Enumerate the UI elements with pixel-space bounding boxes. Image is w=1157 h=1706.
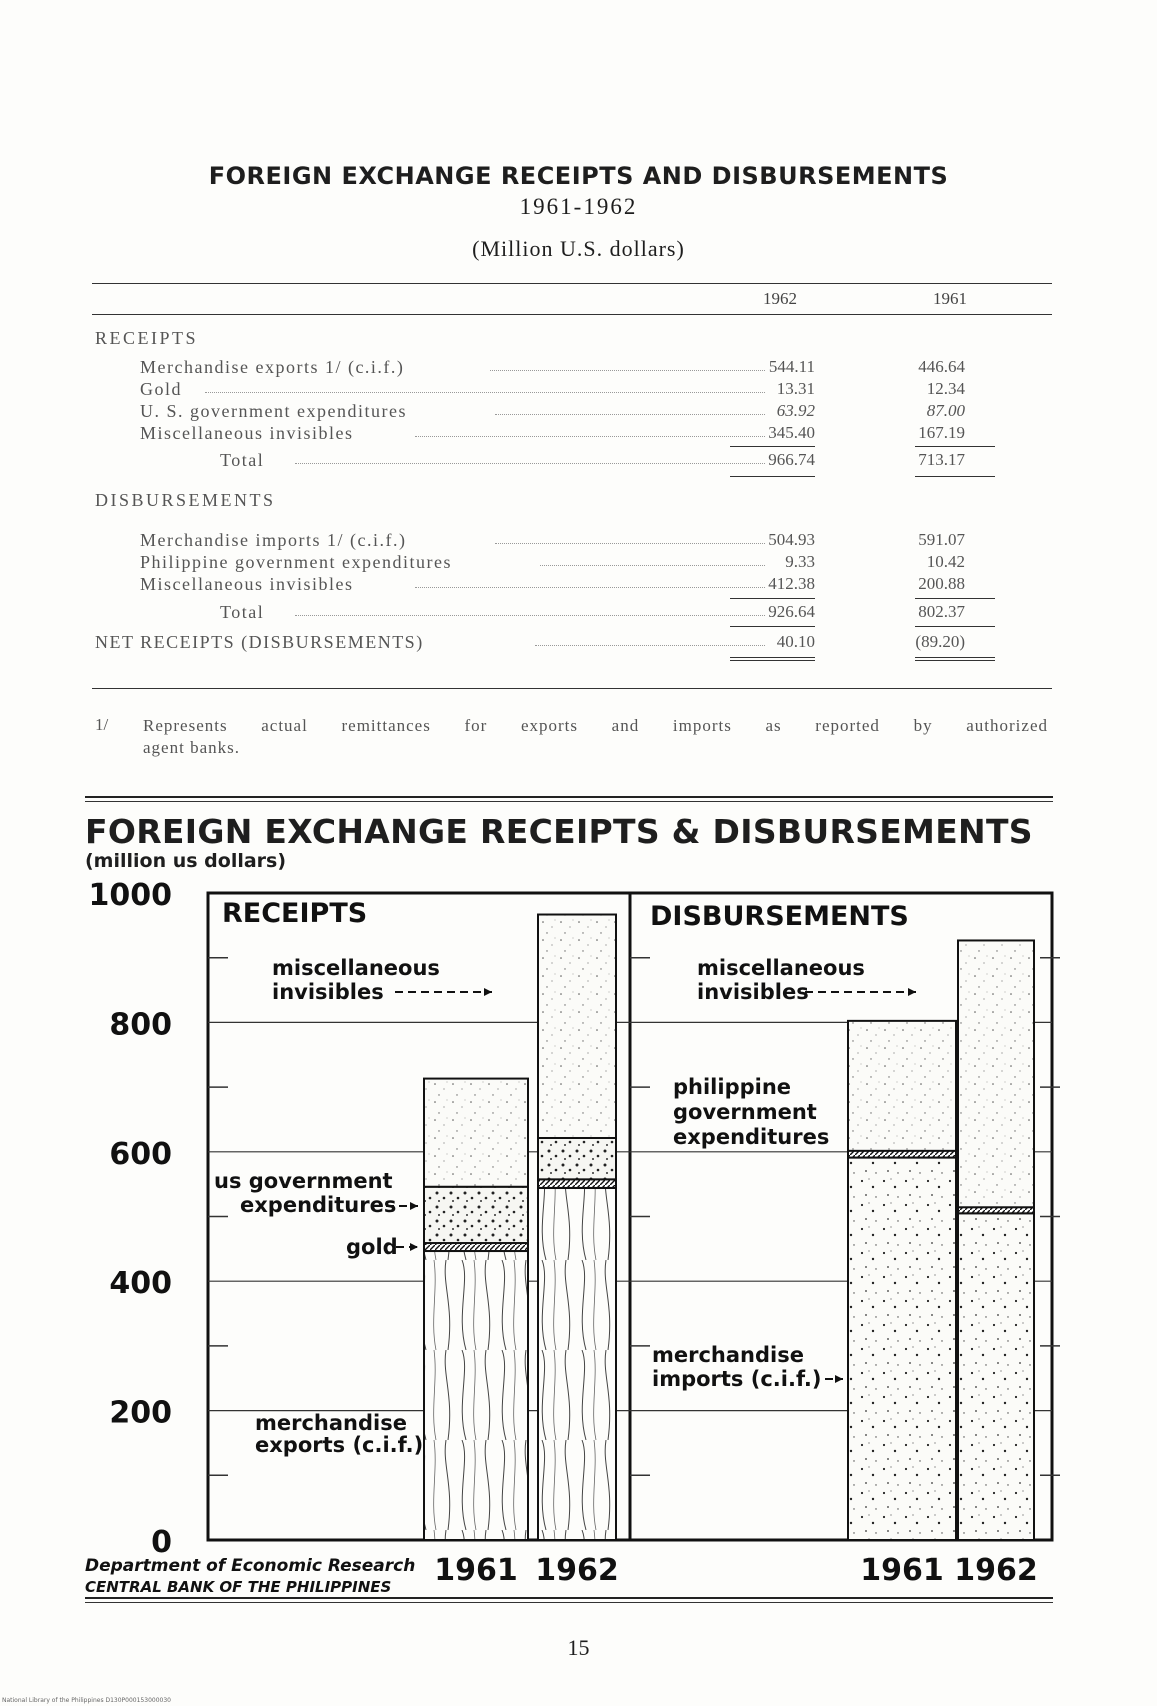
chart-credit: Department of Economic Research [85, 1556, 416, 1576]
value-1962: 345.40 [768, 423, 815, 442]
bar-segment [538, 1138, 616, 1179]
annotation-us-gov: us government [214, 1169, 393, 1193]
row-label: Miscellaneous invisibles [140, 574, 354, 594]
chart-bottom-rule [85, 1597, 1053, 1599]
annotation-merch-imports: imports (c.i.f.) [652, 1367, 822, 1391]
bar-segment [958, 940, 1034, 1207]
bar-segment [848, 1158, 956, 1540]
bar-segment [958, 1213, 1034, 1540]
bar-segment [424, 1243, 528, 1251]
annotation-receipts-misc: miscellaneous [272, 956, 440, 980]
value-1962: 966.74 [768, 450, 815, 469]
row-label: Gold [140, 379, 182, 399]
y-tick-label: 1000 [88, 878, 172, 913]
annotation-ph-gov: philippine [673, 1075, 792, 1099]
row-label: Merchandise exports 1/ (c.i.f.) [140, 357, 405, 377]
value-1962: 412.38 [768, 574, 815, 593]
col-header-1962: 1962 [763, 289, 797, 308]
x-tick-label: 1962 [535, 1553, 619, 1588]
annotation-us-gov: expenditures [240, 1193, 397, 1217]
arrow-head [410, 1243, 418, 1251]
row-label: U. S. government expenditures [140, 401, 407, 421]
footnote-marker: 1/ [95, 715, 109, 734]
panel-title-disbursements: DISBURSEMENTS [650, 901, 909, 932]
row-label: Philippine government expenditures [140, 552, 452, 572]
y-tick-label: 400 [109, 1266, 172, 1302]
col-header-1961: 1961 [933, 289, 967, 308]
value-1961: (89.20) [915, 632, 965, 651]
arrow-head [410, 1202, 418, 1210]
footnote-line-2: agent banks. [143, 738, 240, 757]
value-1961: 802.37 [918, 602, 965, 621]
chart-title: FOREIGN EXCHANGE RECEIPTS & DISBURSEMENTS [85, 812, 1033, 851]
value-1962: 63.92 [776, 401, 815, 420]
scan-stamp: National Library of the Philippines D130P000153000030 [2, 1697, 171, 1704]
value-1962: 40.10 [776, 632, 815, 651]
annotation-gold: gold [346, 1235, 398, 1259]
bar-segment [848, 1021, 956, 1151]
annotation-ph-gov: expenditures [673, 1125, 830, 1149]
receipts-section-label: RECEIPTS [95, 328, 199, 348]
row-label: Total [220, 602, 265, 622]
chart-credit: CENTRAL BANK OF THE PHILIPPINES [85, 1578, 392, 1596]
page-years: 1961-1962 [519, 194, 638, 219]
annotation-merch-imports: merchandise [652, 1343, 804, 1367]
panel-title-receipts: RECEIPTS [222, 898, 368, 929]
row-label: Total [220, 450, 265, 470]
row-label: NET RECEIPTS (DISBURSEMENTS) [95, 632, 424, 652]
bar-segment [538, 1188, 616, 1540]
value-1962: 13.31 [776, 379, 815, 398]
x-tick-label: 1961 [434, 1553, 518, 1588]
x-tick-label: 1961 [860, 1553, 944, 1588]
bar-segment [424, 1079, 528, 1187]
arrow-head [908, 988, 916, 996]
y-tick-label: 800 [109, 1007, 172, 1043]
value-1961: 87.00 [926, 401, 965, 420]
value-1962: 544.11 [768, 357, 815, 376]
bar-segment [424, 1251, 528, 1540]
bar-segment [538, 915, 616, 1138]
page-unit: (Million U.S. dollars) [472, 236, 685, 261]
page-number: 15 [567, 1635, 590, 1660]
annotation-disb-misc: invisibles [697, 980, 809, 1004]
chart-bottom-rule-2 [85, 1602, 1053, 1603]
x-tick-label: 1962 [954, 1553, 1038, 1588]
annotation-ph-gov: government [673, 1100, 817, 1124]
y-tick-label: 200 [109, 1395, 172, 1431]
arrow-head [484, 988, 492, 996]
value-1961: 10.42 [926, 552, 965, 571]
value-1961: 713.17 [918, 450, 965, 469]
value-1961: 12.34 [926, 379, 965, 398]
value-1962: 9.33 [785, 552, 815, 571]
value-1961: 446.64 [918, 357, 965, 376]
value-1961: 200.88 [918, 574, 965, 593]
bar-segment [424, 1187, 528, 1243]
bar-segment [538, 1179, 616, 1188]
y-tick-label: 600 [109, 1136, 172, 1172]
value-1962: 504.93 [768, 530, 815, 549]
footnote-line-1: Represents actual remittances for exports and imports as reported by authorized [143, 716, 1048, 735]
arrow-head [835, 1375, 843, 1383]
y-tick-label: 0 [151, 1525, 172, 1560]
value-1961: 591.07 [918, 530, 965, 549]
disbursements-section-label: DISBURSEMENTS [95, 490, 276, 510]
annotation-disb-misc: miscellaneous [697, 956, 865, 980]
row-label: Miscellaneous invisibles [140, 423, 354, 443]
annotation-receipts-misc: invisibles [272, 980, 384, 1004]
chart-ylabel: (million us dollars) [85, 850, 287, 872]
value-1962: 926.64 [768, 602, 815, 621]
row-label: Merchandise imports 1/ (c.i.f.) [140, 530, 407, 550]
annotation-merch-exports: exports (c.i.f.) [255, 1433, 424, 1457]
page-title: FOREIGN EXCHANGE RECEIPTS AND DISBURSEMENTS [208, 162, 949, 190]
value-1961: 167.19 [918, 423, 965, 442]
annotation-merch-exports: merchandise [255, 1411, 407, 1435]
